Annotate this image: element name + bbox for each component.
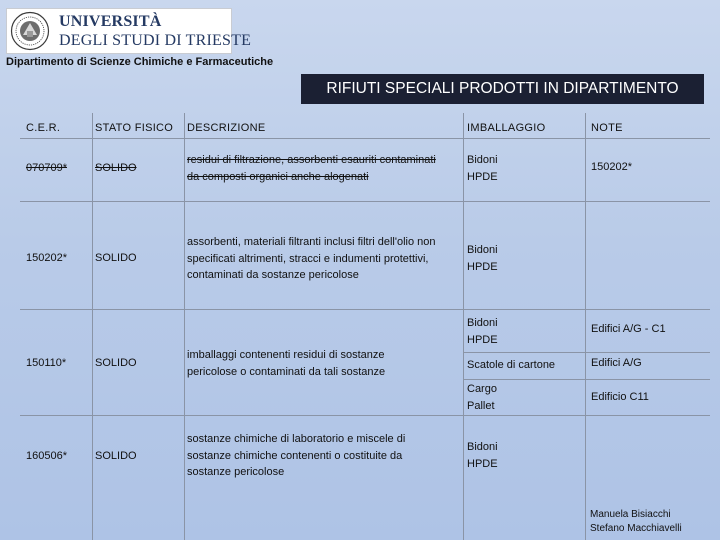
descrizione-line: sostanze chimiche contenenti o costituite da: [187, 449, 403, 462]
signature: [590, 508, 682, 536]
university-name-line1: UNIVERSITÀ: [59, 13, 162, 30]
table-cell-note: Edifici A/G - C1: [591, 323, 666, 335]
imballaggio-line: Pallet: [467, 399, 495, 412]
imballaggio-line: Bidoni: [467, 154, 498, 166]
row-divider: [20, 415, 710, 416]
table-cell-cer: 150202*: [26, 252, 67, 264]
column-divider: [92, 113, 93, 540]
row-divider: [463, 352, 710, 353]
signature-name: Manuela Bisiacchi: [590, 509, 671, 520]
descrizione-line: pericolose o contaminati da tali sostanze: [187, 365, 386, 378]
table-cell-cer: 160506*: [26, 450, 67, 462]
column-header-descrizione: DESCRIZIONE: [187, 122, 266, 134]
descrizione-line: imballaggi contenenti residui di sostanze: [187, 349, 385, 361]
column-divider: [463, 113, 464, 540]
column-divider: [184, 113, 185, 540]
row-divider: [20, 138, 710, 139]
imballaggio-line: HPDE: [467, 457, 498, 470]
department-name: Dipartimento di Scienze Chimiche e Farmaceutiche: [6, 56, 274, 68]
table-cell-imballaggio: [467, 381, 497, 414]
column-header-stato: STATO FISICO: [95, 122, 174, 134]
imballaggio-line: HPDE: [467, 333, 498, 346]
descrizione-line: residui di filtrazione, assorbenti esauriti contaminati: [187, 154, 436, 166]
cer-code: 070709*: [26, 162, 67, 174]
stato-fisico: SOLIDO: [95, 162, 137, 174]
descrizione-line: sostanze pericolose: [187, 466, 285, 478]
table-cell-note: Edificio C11: [591, 391, 649, 403]
table-cell-descrizione: [187, 152, 436, 185]
imballaggio-line: Bidoni: [467, 317, 498, 329]
table-cell-stato: SOLIDO: [95, 357, 137, 369]
table-cell-stato: SOLIDO: [95, 450, 137, 462]
table-cell-cer: 150110*: [26, 357, 67, 369]
column-header-cer: C.E.R.: [26, 122, 61, 134]
table-cell-imballaggio: [467, 439, 498, 472]
descrizione-line: assorbenti, materiali filtranti inclusi filtri dell'olio non: [187, 236, 436, 248]
table-cell-cer: [26, 160, 67, 177]
descrizione-line: da composti organici anche alogenati: [187, 170, 369, 183]
imballaggio-line: Bidoni: [467, 244, 498, 256]
page-title: RIFIUTI SPECIALI PRODOTTI IN DIPARTIMENTO: [301, 74, 704, 104]
table-cell-descrizione: [187, 234, 435, 284]
imballaggio-line: HPDE: [467, 260, 498, 273]
table-cell-stato: [95, 160, 137, 177]
table-cell-imballaggio: [467, 315, 498, 348]
table-cell-imballaggio: [467, 242, 498, 275]
university-logo: [6, 8, 252, 54]
table-cell-note: Edifici A/G: [591, 357, 642, 369]
descrizione-line: specificati altrimenti, stracci e indumenti protettivi,: [187, 252, 429, 265]
waste-table: [20, 113, 710, 540]
table-cell-descrizione: [187, 347, 385, 380]
imballaggio-line: Bidoni: [467, 441, 498, 453]
table-cell-stato: SOLIDO: [95, 252, 137, 264]
university-seal-icon: [10, 11, 50, 51]
column-header-imballaggio: IMBALLAGGIO: [467, 122, 546, 134]
table-cell-descrizione: [187, 431, 405, 481]
row-divider: [20, 201, 710, 202]
table-cell-note: 150202*: [591, 161, 632, 173]
imballaggio-line: HPDE: [467, 170, 498, 183]
descrizione-line: contaminati da sostanze pericolose: [187, 269, 359, 281]
column-divider: [585, 113, 586, 540]
table-cell-imballaggio: Scatole di cartone: [467, 359, 556, 371]
table-cell-imballaggio: [467, 152, 498, 185]
imballaggio-line: Cargo: [467, 383, 497, 395]
row-divider: [463, 379, 710, 380]
row-divider: [20, 309, 710, 310]
descrizione-line: sostanze chimiche di laboratorio e miscele di: [187, 433, 406, 445]
column-header-note: NOTE: [591, 122, 623, 134]
university-name-line2: DEGLI STUDI DI TRIESTE: [59, 32, 252, 49]
signature-name: Stefano Macchiavelli: [590, 523, 682, 534]
